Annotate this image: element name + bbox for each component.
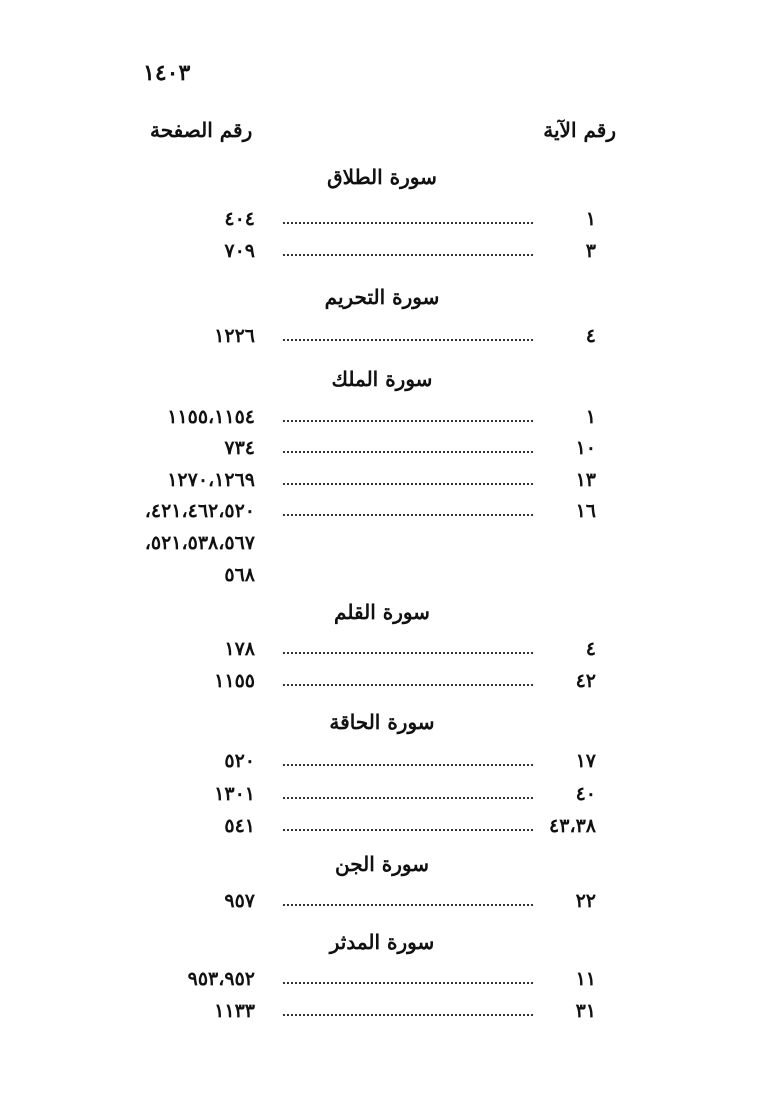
page-refs: ١٣٠١	[214, 783, 255, 805]
verse-number: ١١	[575, 968, 596, 990]
dot-leader	[283, 682, 533, 686]
surah-title: سورة الملك	[331, 367, 433, 391]
page-refs: ١١٣٣	[214, 1000, 255, 1022]
dot-leader	[283, 795, 533, 799]
page-refs-continued: ٥٦٨	[224, 564, 255, 586]
page-refs: ٤٢١،٤٦٢،٥٢٠،	[144, 500, 255, 522]
verse-number: ٤٣،٣٨	[549, 815, 596, 837]
dot-leader	[283, 449, 533, 453]
dot-leader	[283, 481, 533, 485]
verse-number-header: رقم الآية	[543, 118, 616, 142]
page-refs: ١١٥٥	[214, 670, 255, 692]
page-refs: ٤٠٤	[224, 208, 255, 230]
dot-leader	[283, 337, 533, 341]
verse-number: ٤٢	[575, 670, 596, 692]
page-refs: ٥٢٠	[224, 750, 255, 772]
surah-title: سورة القلم	[334, 600, 430, 624]
verse-number: ٤	[585, 325, 596, 347]
surah-title: سورة الحاقة	[329, 710, 435, 734]
dot-leader	[283, 220, 533, 224]
surah-title: سورة التحريم	[324, 285, 440, 309]
verse-number: ١٦	[575, 500, 596, 522]
dot-leader	[283, 827, 533, 831]
verse-number: ١٣	[575, 469, 596, 491]
dot-leader	[283, 512, 533, 516]
verse-number: ٤٠	[575, 783, 596, 805]
page-refs: ١١٥٥،١١٥٤	[167, 406, 255, 428]
dot-leader	[283, 762, 533, 766]
dot-leader	[283, 252, 533, 256]
page-refs: ١٢٢٦	[214, 325, 255, 347]
page-refs: ٩٥٧	[224, 890, 255, 912]
page-refs: ٧٠٩	[224, 240, 255, 262]
verse-number: ٢٢	[575, 890, 596, 912]
page-refs: ١٧٨	[224, 638, 255, 660]
verse-number: ٤	[585, 638, 596, 660]
verse-number: ٣١	[575, 1000, 596, 1022]
surah-title: سورة المدثر	[329, 930, 435, 954]
surah-title: سورة الجن	[335, 852, 429, 876]
dot-leader	[283, 980, 533, 984]
dot-leader	[283, 902, 533, 906]
page-refs-continued: ٥٢١،٥٣٨،٥٦٧،	[144, 532, 255, 554]
page-refs: ٩٥٣،٩٥٢	[187, 968, 255, 990]
dot-leader	[283, 650, 533, 654]
verse-number: ١	[585, 406, 596, 428]
dot-leader	[283, 1012, 533, 1016]
verse-number: ١٠	[575, 437, 596, 459]
page-refs: ٧٣٤	[224, 437, 255, 459]
verse-number: ١٧	[575, 750, 596, 772]
surah-title: سورة الطلاق	[327, 165, 437, 189]
dot-leader	[283, 418, 533, 422]
page-refs: ١٢٧٠،١٢٦٩	[167, 469, 255, 491]
verse-number: ٣	[585, 240, 596, 262]
page-refs: ٥٤١	[224, 815, 255, 837]
verse-number: ١	[585, 208, 596, 230]
page-number-header: رقم الصفحة	[150, 118, 253, 142]
page-number: ١٤٠٣	[143, 60, 191, 86]
